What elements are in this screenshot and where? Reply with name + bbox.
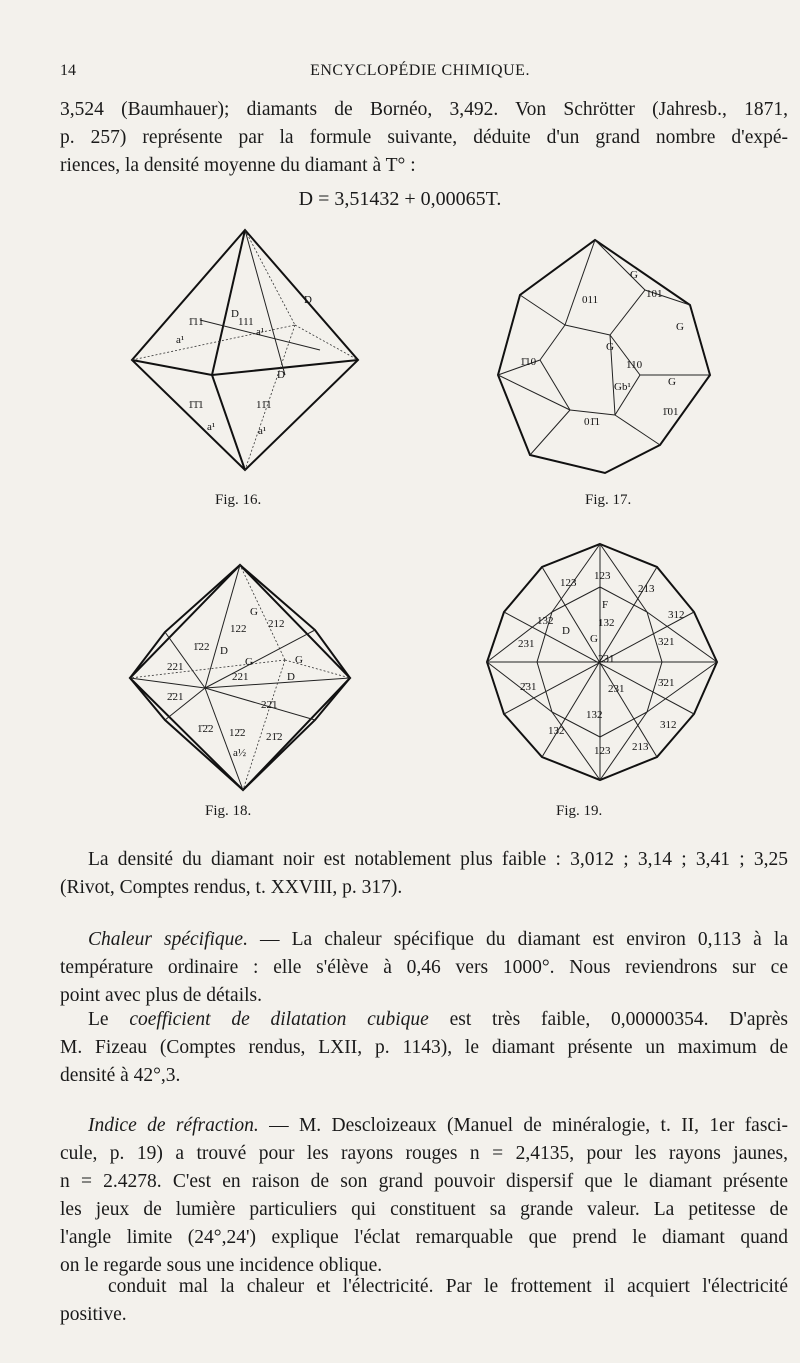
face-label: G (250, 606, 258, 618)
face-label: G (668, 376, 676, 388)
face-label: a¹ (176, 334, 185, 346)
face-label: G (614, 381, 622, 393)
face-label: 2̄21 (167, 691, 184, 703)
face-label: D (231, 308, 239, 320)
text-line: 3,524 (Baumhauer); diamants de Bornéo, 3,492. Von Schrötter (Jahresb., 1871, (60, 99, 788, 120)
face-label: 110 (626, 359, 643, 371)
face-label: a½ (233, 747, 247, 759)
text-fragment: — La chaleur spécifique du diamant est environ 0,113 à la (247, 929, 788, 950)
section-title: Indice de réfraction. (88, 1115, 259, 1136)
text-line (60, 1006, 788, 1034)
density-formula: D = 3,51432 + 0,00065T. (298, 188, 502, 210)
face-label: 212 (268, 618, 285, 630)
face-label: D (220, 645, 228, 657)
face-label: 312 (660, 719, 677, 731)
text-line: densité à 42°,3. (60, 1065, 181, 1086)
face-label: 122 (230, 623, 247, 635)
face-label: 132 (537, 615, 554, 627)
text-line: (Rivot, Comptes rendus, t. XXVIII, p. 317). (60, 877, 403, 898)
face-label: 132 (586, 709, 603, 721)
face-label: G (606, 341, 614, 353)
face-label: 11̄1 (256, 399, 272, 411)
text-line: l'angle limite (24°,24') explique l'éclat remarquable que prend le diamant quand (60, 1227, 788, 1248)
figure-17 (490, 235, 720, 480)
face-label: 1̄22 (193, 641, 210, 653)
paragraph-expansion-coefficient (60, 1006, 788, 1090)
face-label: 22̄1 (261, 699, 278, 711)
figure-17-caption: Fig. 17. (585, 492, 632, 508)
page-header (60, 62, 780, 86)
text-fragment: — M. Descloizeaux (Manuel de minéralogie, t. II, 1er fasci- (258, 1115, 788, 1136)
face-label: F (602, 599, 609, 611)
intro-paragraph (60, 96, 788, 180)
face-label: 101 (646, 288, 663, 300)
face-label: 123 (560, 577, 577, 589)
face-label: 231 (598, 653, 615, 665)
face-label: 2̄31 (520, 681, 537, 693)
text-fragment: Le (88, 1009, 130, 1030)
face-label: 111 (238, 316, 254, 328)
face-label: 011 (582, 294, 599, 306)
face-label: D (304, 294, 312, 306)
figure-16-caption: Fig. 16. (215, 492, 262, 508)
running-title: ENCYCLOPÉDIE CHIMIQUE. (310, 62, 530, 79)
figure-18 (125, 560, 360, 795)
figure-19-labels (482, 542, 722, 782)
face-label: a¹ (207, 421, 216, 433)
paragraph-black-diamond-density (60, 846, 788, 902)
figure-16-labels (120, 225, 370, 485)
face-label: 3̄21 (658, 677, 675, 689)
face-label: 132 (598, 617, 615, 629)
face-label: a¹ (258, 425, 267, 437)
face-label: 1̄01 (662, 406, 679, 418)
face-label: 1̄10 (520, 356, 537, 368)
text-line: conduit mal la chaleur et l'électricité. Par le frottement il acquiert l'électricité (108, 1276, 788, 1297)
text-line: positive. (60, 1304, 127, 1325)
figure-19 (482, 542, 722, 782)
text-line: n = 2.4278. C'est en raison de son grand pouvoir dispersif que le diamant présente (60, 1171, 788, 1192)
paragraph-refractive-index (60, 1112, 788, 1280)
face-label: 213 (638, 583, 655, 595)
text-line: p. 257) représente par la formule suivante, déduite d'un grand nombre d'expé- (60, 127, 788, 148)
face-label: 123 (594, 745, 611, 757)
text-line: La densité du diamant noir est notablement plus faible : 3,012 ; 3,14 ; 3,41 ; 3,25 (88, 849, 788, 870)
text-line: température ordinaire : elle s'élève à 0,46 vers 1000°. Nous reviendrons sur ce (60, 957, 788, 978)
face-label: b¹ (622, 381, 631, 393)
face-label: 21̄2 (266, 731, 283, 743)
figure-18-caption: Fig. 18. (205, 803, 252, 819)
text-fragment: est très faible, 0,00000354. D'après (428, 1009, 788, 1030)
text-line: riences, la densité moyenne du diamant à T° : (60, 155, 416, 176)
face-label: 01̄1 (584, 416, 601, 428)
face-label: 312 (668, 609, 685, 621)
text-line (60, 1112, 788, 1140)
face-label: G (590, 633, 598, 645)
text-line: on le regarde sous une incidence oblique. (60, 1255, 383, 1276)
text-line: point avec plus de détails. (60, 985, 262, 1006)
face-label: 132 (548, 725, 565, 737)
face-label: G (295, 654, 303, 666)
figure-18-labels (125, 560, 360, 795)
face-label: G (245, 656, 253, 668)
face-label: 1̄1̄1 (188, 399, 204, 411)
text-line: les jeux de lumière particuliers qui constituent sa grande valeur. La petitesse de (60, 1199, 788, 1220)
paragraph-specific-heat (60, 926, 788, 1010)
face-label: 123 (594, 570, 611, 582)
text-line: M. Fizeau (Comptes rendus, LXII, p. 1143), le diamant présente un maximum de (60, 1037, 788, 1058)
face-label: G (630, 269, 638, 281)
face-label: 321 (658, 636, 675, 648)
paragraph-conductivity (60, 1273, 788, 1329)
face-label: G (676, 321, 684, 333)
figure-19-caption: Fig. 19. (556, 803, 603, 819)
section-term: coefficient de dilatation cubique (129, 1009, 429, 1030)
section-title: Chaleur spécifique. (88, 929, 248, 950)
face-label: D (562, 625, 570, 637)
face-label: 231 (608, 683, 625, 695)
face-label: D (287, 671, 295, 683)
page-number: 14 (60, 62, 76, 79)
face-label: 221 (167, 661, 184, 673)
face-label: a¹ (256, 326, 265, 338)
figure-17-labels (490, 235, 720, 480)
face-label: D (277, 369, 285, 381)
text-line (60, 926, 788, 954)
face-label: 221 (232, 671, 249, 683)
text-line: cule, p. 19) a trouvé pour les rayons rouges n = 2,4135, pour les rayons jaunes, (60, 1143, 788, 1164)
face-label: 231 (518, 638, 535, 650)
face-label: 1̄11 (188, 316, 204, 328)
figure-16 (120, 225, 370, 485)
face-label: 213 (632, 741, 649, 753)
face-label: 1̄2̄2 (197, 723, 214, 735)
face-label: 12̄2 (229, 727, 246, 739)
